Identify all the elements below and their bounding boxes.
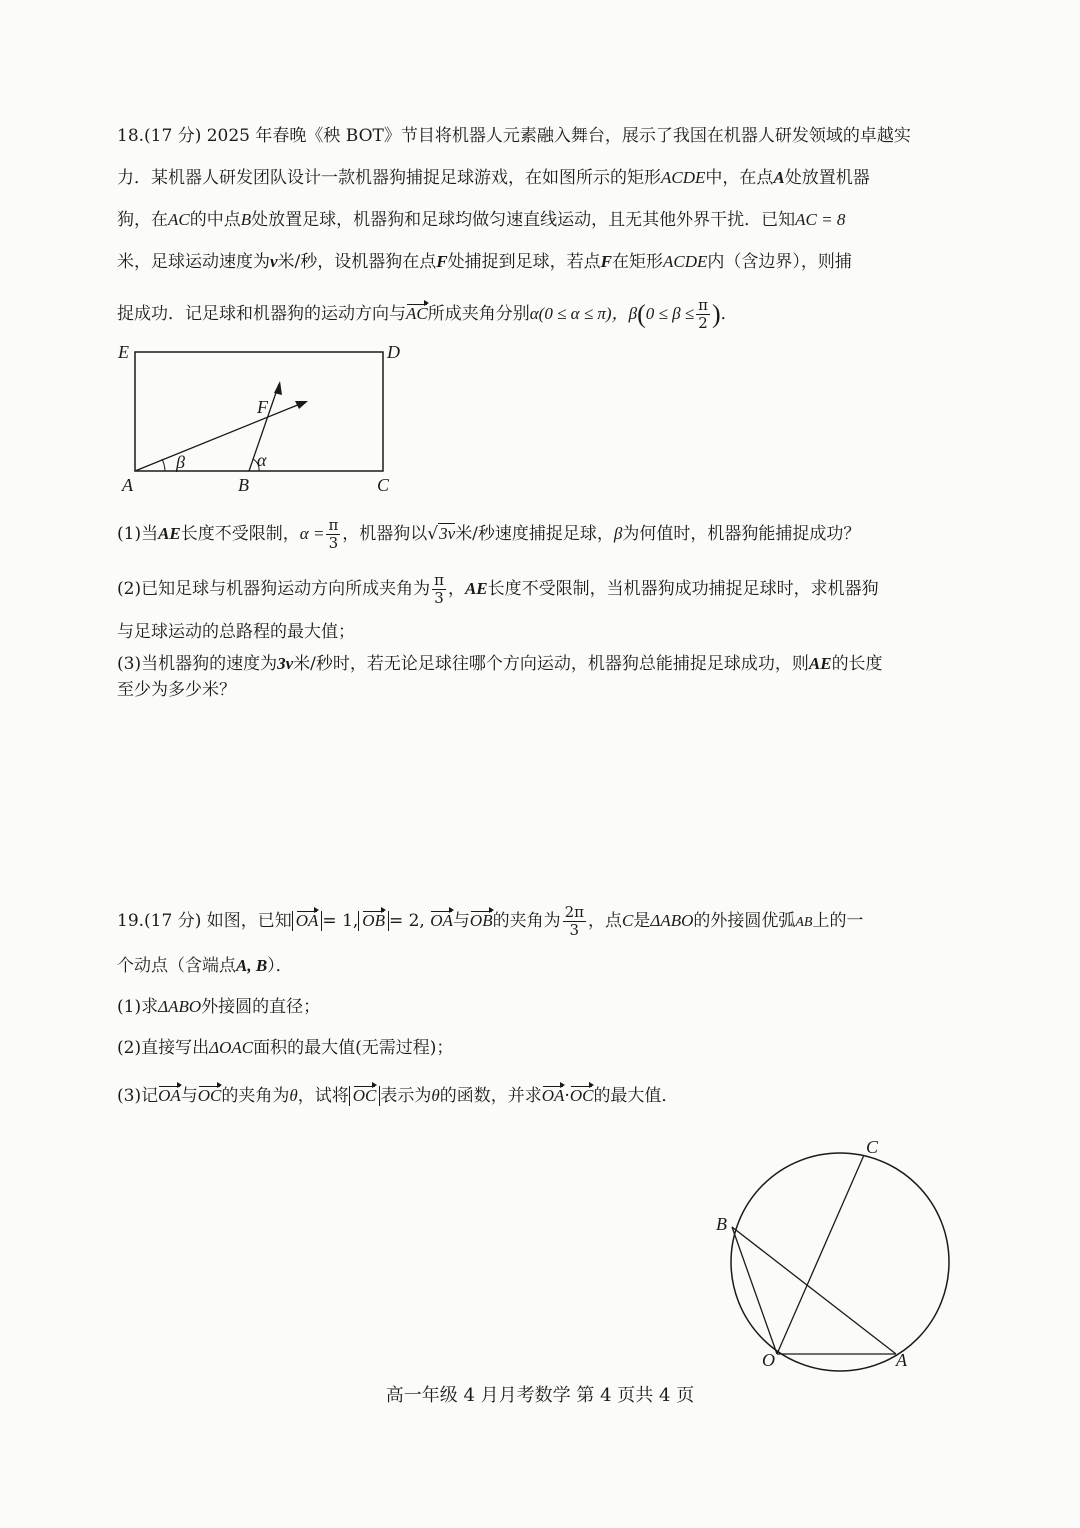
label-beta: β — [176, 452, 185, 472]
robot-dog-path — [135, 402, 305, 471]
page-footer: 高一年级 4 月月考数学 第 4 页共 4 页 — [385, 1385, 695, 1406]
q19-vec-OC-2: OC — [353, 1084, 377, 1108]
q19-vec-OA-4: OA — [542, 1084, 565, 1108]
q19-vec-OC-3: OC — [570, 1084, 594, 1108]
q19-vec-OB: OB — [362, 909, 385, 933]
q18-line1: 18.(17 分) 2025 年春晚《秧 BOT》节目将机器人元素融入舞台，展示了我国在机器人研发领域的卓越实 — [117, 126, 911, 146]
q19-vec-OB-2: OB — [470, 909, 493, 933]
circumcircle — [731, 1153, 949, 1371]
q18-seg-AE-3: AE — [808, 654, 832, 673]
segment-OB — [732, 1227, 777, 1354]
q19-vec-OC: OC — [198, 1084, 222, 1108]
label-O: O — [762, 1350, 775, 1370]
q18-line3: 狗，在AC的中点B处放置足球，机器狗和足球均做匀速直线运动，且无其他外界干扰．已知AC = 8 — [117, 210, 846, 230]
q19-part1: (1)求ΔABO外接圆的直径； — [117, 997, 321, 1017]
q19-vec-OA-3: OA — [158, 1084, 181, 1108]
label-A: A — [122, 475, 133, 495]
label-B: B — [716, 1214, 727, 1234]
segment-OC — [777, 1155, 864, 1354]
q18-part1: (1)当AE长度不受限制，α = $\frac{\pi}{3}$ ，机器狗以√3v米/秒速度捕捉足球，β为何值时，机器狗能捕捉成功？ — [117, 516, 861, 552]
q18-rectangle-figure — [110, 338, 410, 498]
q18-vec-AC: AC — [406, 302, 428, 326]
q18-frac-pi-2: $\frac{\pi}{2}$ — [698, 296, 708, 332]
q18-seg-AE-2: AE — [464, 579, 488, 598]
q19-tri-ABO-2: ΔABO — [158, 997, 202, 1016]
q19-frac-2pi-3: $\frac{2\pi}{3}$ — [564, 903, 584, 939]
q19-part2: (2)直接写出ΔOAC面积的最大值(无需过程)； — [117, 1038, 454, 1058]
label-B: B — [238, 475, 249, 495]
q18-part2: (2)已知足球与机器狗运动方向所成夹角为 $\frac{\pi}{3}$ ，AE长度不受限制，当机器狗成功捕捉足球时，求机器狗 — [117, 571, 879, 607]
q19-line2: 个动点（含端点A, B）． — [117, 956, 293, 976]
q18-part3: (3)当机器狗的速度为3v米/秒时，若无论足球往哪个方向运动，机器狗总能捕捉足球成功，则AE的长度 — [117, 654, 883, 674]
label-A: A — [896, 1350, 907, 1370]
q18-f-point-2: F — [600, 252, 612, 271]
label-E: E — [118, 342, 129, 362]
label-F: F — [257, 397, 268, 417]
q18-line2: 力．某机器人研发团队设计一款机器狗捕捉足球游戏，在如图所示的矩形ACDE中，在点A处放置机器 — [117, 168, 870, 188]
q18-rect-name-2: ACDE — [662, 252, 708, 271]
q18-part2-cont: 与足球运动的总路程的最大值； — [117, 622, 355, 642]
q19-theta-2: θ — [431, 1086, 440, 1105]
label-C: C — [866, 1137, 879, 1157]
q18-frac-pi-3: $\frac{\pi}{3}$ — [328, 516, 339, 552]
q19-vec-OA-2: OA — [430, 909, 453, 933]
q18-line5: 捉成功．记足球和机器狗的运动方向与AC所成夹角分别α(0 ≤ α ≤ π)，β(0 ≤ β ≤ $\frac{\pi}{2}$ )． — [117, 296, 738, 332]
q19-line1: 19.(17 分) 如图，已知 OA = 1, OB = 2, OA与OB的夹角为 $\frac{2\pi}{3}$ ，点C是ΔABO的外接圆优弧AB上的一 — [117, 903, 864, 939]
label-D: D — [387, 342, 400, 362]
q18-line4: 米，足球运动速度为v米/秒，设机器狗在点F处捕捉到足球，若点F在矩形ACDE内（含边界），则捕 — [117, 252, 852, 272]
label-alpha: α — [257, 450, 267, 470]
q18-part3-cont: 至少为多少米？ — [117, 680, 236, 700]
label-C: C — [377, 475, 390, 495]
ball-arrowhead — [274, 381, 282, 395]
q19-circle-figure — [710, 1135, 970, 1375]
q18-frac-pi-3-b: $\frac{\pi}{3}$ — [434, 571, 444, 607]
beta-arc — [162, 459, 165, 471]
q19-part3: (3)记OA与OC的夹角为θ，试将 OC 表示为θ的函数，并求OA·OC的最大值． — [117, 1086, 679, 1106]
segment-AB — [732, 1227, 896, 1354]
